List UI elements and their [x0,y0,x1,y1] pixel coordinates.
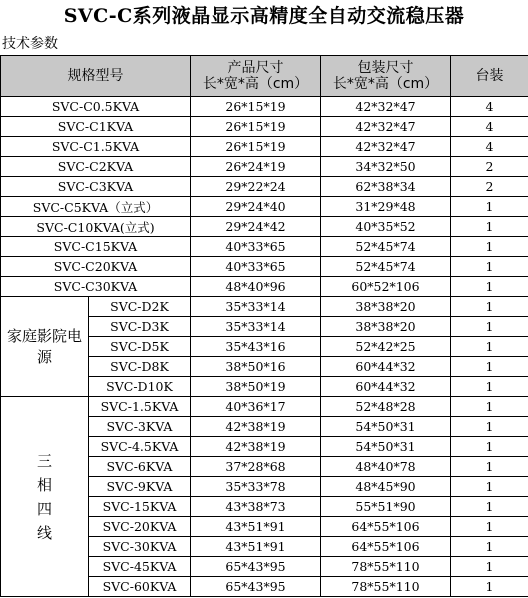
count-cell: 1 [451,217,528,237]
header-count: 台装 [451,56,528,97]
group-label-home-theater: 家庭影院电源 [1,297,89,397]
package-size-cell: 31*29*48 [321,197,451,217]
product-size-cell: 43*38*73 [191,497,321,517]
count-cell: 2 [451,157,528,177]
count-cell: 1 [451,397,528,417]
package-size-cell: 52*45*74 [321,237,451,257]
model-cell: SVC-20KVA [89,517,191,537]
package-size-cell: 40*35*52 [321,217,451,237]
product-size-cell: 48*40*96 [191,277,321,297]
model-cell: SVC-45KVA [89,557,191,577]
table-row [1,177,528,197]
table-row [1,257,528,277]
package-size-cell: 54*50*31 [321,437,451,457]
product-size-cell: 29*24*40 [191,197,321,217]
package-size-cell: 78*55*110 [321,577,451,597]
table-row [1,97,528,117]
package-size-cell: 54*50*31 [321,417,451,437]
product-size-cell: 35*43*16 [191,337,321,357]
product-size-cell: 26*15*19 [191,117,321,137]
table-row [1,217,528,237]
product-size-cell: 42*38*19 [191,437,321,457]
table-row [1,397,528,417]
product-size-cell: 29*22*24 [191,177,321,197]
package-size-cell: 52*42*25 [321,337,451,357]
table-body [1,97,528,597]
model-cell: SVC-1.5KVA [89,397,191,417]
product-size-cell: 38*50*19 [191,377,321,397]
model-cell: SVC-C30KVA [1,277,191,297]
table-row [1,157,528,177]
product-size-cell: 65*43*95 [191,557,321,577]
table-row [1,117,528,137]
count-cell: 1 [451,437,528,457]
header-package-size-line2: 长*宽*高（cm） [332,76,439,92]
model-cell: SVC-C0.5KVA [1,97,191,117]
product-size-cell: 43*51*91 [191,537,321,557]
table-row [1,237,528,257]
product-size-cell: 26*15*19 [191,137,321,157]
count-cell: 1 [451,577,528,597]
package-size-cell: 52*48*28 [321,397,451,417]
package-size-cell: 60*44*32 [321,377,451,397]
table-row [1,277,528,297]
model-cell: SVC-15KVA [89,497,191,517]
count-cell: 4 [451,137,528,157]
model-cell: SVC-C20KVA [1,257,191,277]
header-product-size [191,56,321,97]
count-cell: 1 [451,237,528,257]
model-cell: SVC-D2K [89,297,191,317]
package-size-cell: 64*55*106 [321,537,451,557]
package-size-cell: 60*44*32 [321,357,451,377]
package-size-cell: 42*32*47 [321,137,451,157]
model-cell: SVC-D5K [89,337,191,357]
model-cell: SVC-C1.5KVA [1,137,191,157]
count-cell: 1 [451,337,528,357]
table-row [1,297,528,317]
count-cell: 1 [451,297,528,317]
group-label-three-phase [1,397,89,597]
count-cell: 1 [451,517,528,537]
count-cell: 1 [451,417,528,437]
package-size-cell: 55*51*90 [321,497,451,517]
count-cell: 1 [451,457,528,477]
count-cell: 1 [451,377,528,397]
header-package-size-line1: 包装尺寸 [357,60,414,76]
product-size-cell: 65*43*95 [191,577,321,597]
model-cell: SVC-D8K [89,357,191,377]
package-size-cell: 34*32*50 [321,157,451,177]
count-cell: 2 [451,177,528,197]
model-cell: SVC-9KVA [89,477,191,497]
model-cell: SVC-60KVA [89,577,191,597]
package-size-cell: 38*38*20 [321,317,451,337]
model-cell: SVC-D3K [89,317,191,337]
model-cell: SVC-C2KVA [1,157,191,177]
model-cell: SVC-C15KVA [1,237,191,257]
package-size-cell: 64*55*106 [321,517,451,537]
count-cell: 4 [451,97,528,117]
header-model: 规格型号 [1,56,191,97]
product-size-cell: 40*36*17 [191,397,321,417]
product-size-cell: 42*38*19 [191,417,321,437]
page-title: SVC-C系列液晶显示高精度全自动交流稳压器 [63,5,465,27]
model-cell: SVC-C5KVA（立式） [1,197,191,217]
model-cell: SVC-30KVA [89,537,191,557]
product-size-cell: 35*33*78 [191,477,321,497]
package-size-cell: 60*52*106 [321,277,451,297]
product-size-cell: 40*33*65 [191,237,321,257]
product-size-cell: 43*51*91 [191,517,321,537]
product-size-cell: 26*15*19 [191,97,321,117]
product-size-cell: 29*24*42 [191,217,321,237]
section-subtitle: 技术参数 [2,36,58,52]
model-cell: SVC-3KVA [89,417,191,437]
group-label-char: 线 [36,523,52,542]
header-product-size-line1: 产品尺寸 [227,60,284,76]
model-cell: SVC-4.5KVA [89,437,191,457]
count-cell: 1 [451,317,528,337]
package-size-cell: 42*32*47 [321,97,451,117]
package-size-cell: 38*38*20 [321,297,451,317]
count-cell: 1 [451,477,528,497]
count-cell: 4 [451,117,528,137]
count-cell: 1 [451,277,528,297]
package-size-cell: 48*45*90 [321,477,451,497]
header-product-size-line2: 长*宽*高（cm） [202,76,309,92]
package-size-cell: 42*32*47 [321,117,451,137]
model-cell: SVC-C3KVA [1,177,191,197]
count-cell: 1 [451,497,528,517]
package-size-cell: 78*55*110 [321,557,451,577]
count-cell: 1 [451,537,528,557]
group-label-char: 三 [36,451,52,470]
product-size-cell: 40*33*65 [191,257,321,277]
product-size-cell: 26*24*19 [191,157,321,177]
product-size-cell: 35*33*14 [191,297,321,317]
product-size-cell: 38*50*16 [191,357,321,377]
group-label-char: 相 [36,475,52,494]
group-label-char: 四 [36,499,52,518]
product-size-cell: 37*28*68 [191,457,321,477]
count-cell: 1 [451,557,528,577]
package-size-cell: 52*45*74 [321,257,451,277]
count-cell: 1 [451,357,528,377]
package-size-cell: 62*38*34 [321,177,451,197]
model-cell: SVC-C1KVA [1,117,191,137]
count-cell: 1 [451,257,528,277]
table-row [1,137,528,157]
count-cell: 1 [451,197,528,217]
model-cell: SVC-D10K [89,377,191,397]
table-header-row [1,56,528,97]
model-cell: SVC-6KVA [89,457,191,477]
model-cell: SVC-C10KVA(立式) [1,217,191,237]
spec-table [0,55,528,597]
product-size-cell: 35*33*14 [191,317,321,337]
table-row [1,197,528,217]
package-size-cell: 48*40*78 [321,457,451,477]
header-package-size [321,56,451,97]
